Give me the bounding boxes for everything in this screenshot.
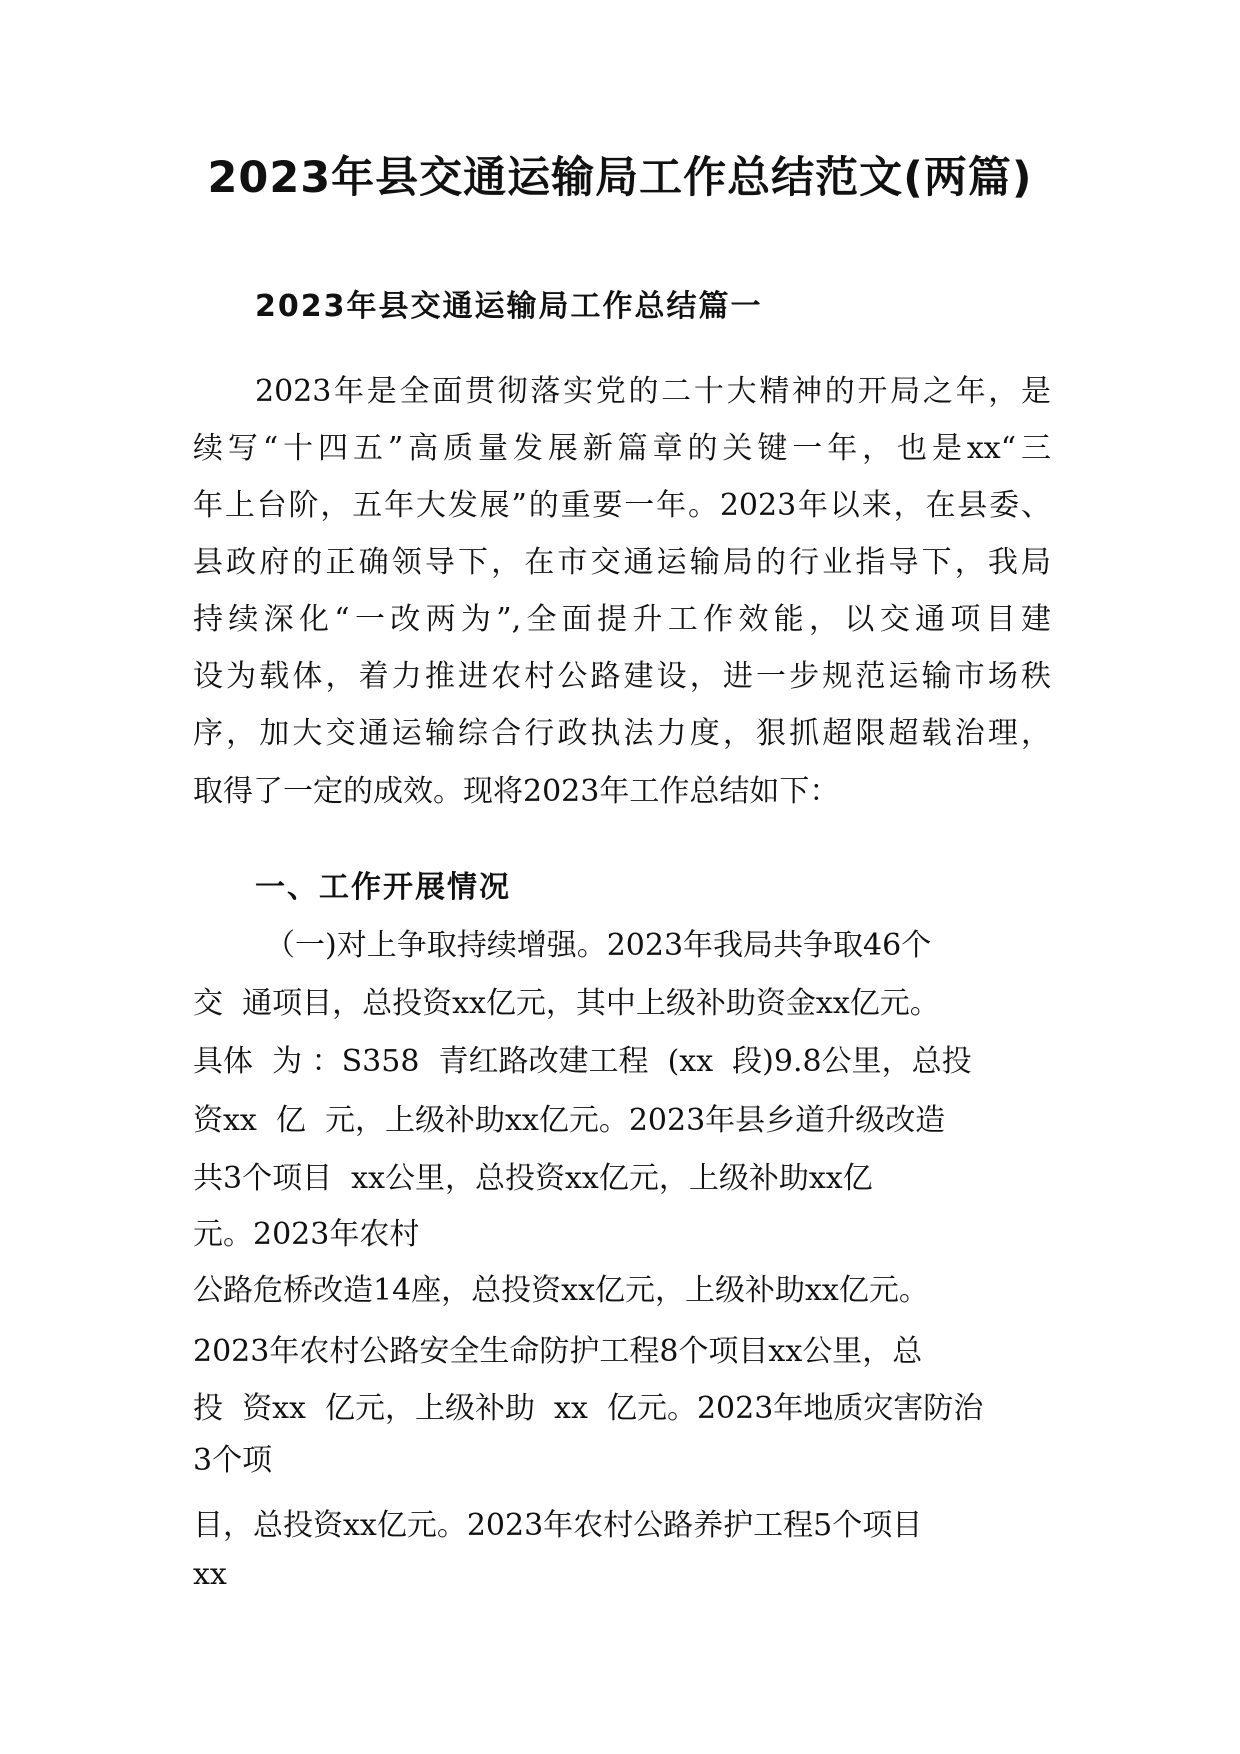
paragraph-line: 设为载体，着力推进农村公路建设，进一步规范运输市场秩: [193, 659, 1051, 694]
paragraph-line: 2023年是全面贯彻落实党的二十大精神的开局之年，是: [255, 374, 1051, 409]
paragraph-line: 目，总投资xx亿元。2023年农村公路养护工程5个项目: [193, 1508, 923, 1543]
paragraph-line: 持续深化“一改两为”,全面提升工作效能，以交通项目建: [193, 602, 1051, 637]
paragraph-line: 3个项: [193, 1443, 273, 1478]
paragraph-line: 共3个项目 xx公里，总投资xx亿元，上级补助xx亿: [193, 1161, 873, 1196]
paragraph-line: 序，加大交通运输综合行政执法力度，狠抓超限超载治理，: [193, 716, 1051, 751]
paragraph-line: 具体 为 ：S358 青红路改建工程 (xx 段)9.8公里，总投: [193, 1044, 972, 1079]
paragraph-line: 取得了一定的成效。现将2023年工作总结如下：: [193, 774, 840, 809]
section-heading: 一、工作开展情况: [255, 870, 511, 905]
document-subtitle: 2023年县交通运输局工作总结篇一: [255, 289, 763, 324]
paragraph-line: 续写“十四五”高质量发展新篇章的关键一年，也是xx“三: [193, 431, 1051, 466]
paragraph-line: 年上台阶，五年大发展”的重要一年。2023年以来，在县委、: [193, 488, 1051, 523]
paragraph-line: 投 资xx 亿元，上级补助 xx 亿元。2023年地质灾害防治: [193, 1391, 984, 1426]
paragraph-line: 资xx 亿 元，上级补助xx亿元。2023年县乡道升级改造: [193, 1103, 946, 1138]
document-title: 2023年县交通运输局工作总结范文(两篇): [207, 153, 1033, 203]
paragraph-line: 2023年农村公路安全生命防护工程8个项目xx公里，总: [193, 1334, 923, 1369]
paragraph-line: （一)对上争取持续增强。2023年我局共争取46个: [265, 928, 932, 963]
paragraph-line: xx: [193, 1557, 227, 1592]
paragraph-line: 公路危桥改造14座，总投资xx亿元，上级补助xx亿元。: [193, 1273, 929, 1308]
paragraph-line: 交 通项目，总投资xx亿元，其中上级补助资金xx亿元。: [193, 986, 940, 1021]
paragraph-line: 县政府的正确领导下，在市交通运输局的行业指导下，我局: [193, 545, 1051, 580]
paragraph-line: 元。2023年农村: [193, 1217, 420, 1252]
